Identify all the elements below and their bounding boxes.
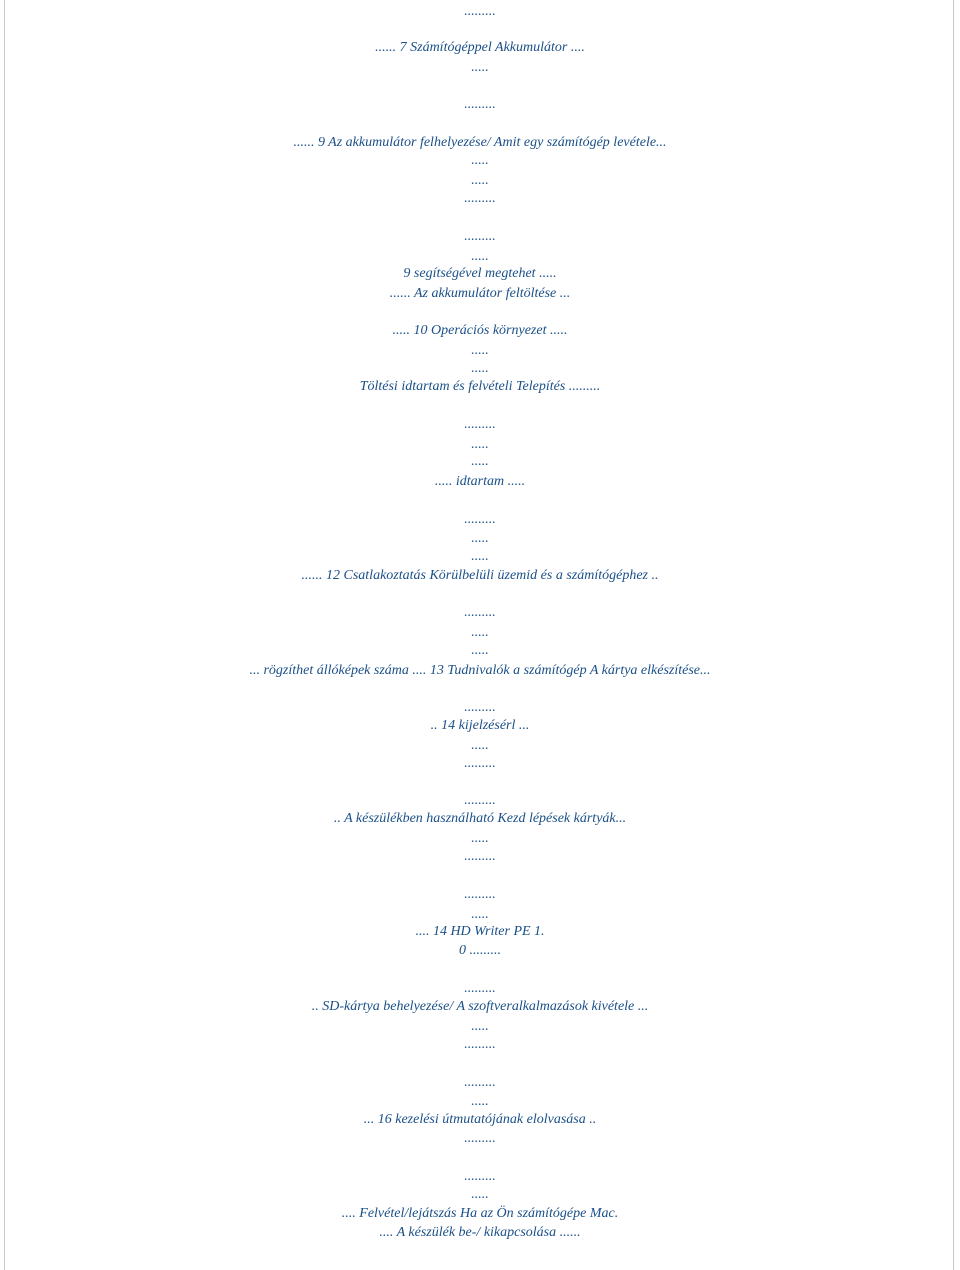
- toc-line: .....: [471, 643, 489, 658]
- toc-line: .....: [471, 738, 489, 753]
- toc-line: ..... 10 Operációs környezet .....: [392, 323, 568, 338]
- toc-line: .....: [471, 249, 489, 264]
- toc-line: .....: [471, 907, 489, 922]
- toc-line: Töltési idtartam és felvételi Telepítés .........: [359, 379, 601, 394]
- toc-line: .....: [471, 454, 489, 469]
- toc-line: .....: [471, 437, 489, 452]
- toc-line: .........: [464, 793, 496, 808]
- toc-line: .....: [471, 1187, 489, 1202]
- toc-line: .........: [464, 4, 496, 19]
- toc-line: .........: [464, 97, 496, 112]
- toc-line: .....: [471, 1094, 489, 1109]
- toc-line: .........: [464, 229, 496, 244]
- toc-line: .....: [471, 173, 489, 188]
- toc-line: .........: [464, 887, 496, 902]
- toc-line: .........: [464, 191, 496, 206]
- toc-line: .........: [464, 1169, 496, 1184]
- toc-line: .........: [464, 849, 496, 864]
- toc-line: .........: [464, 756, 496, 771]
- toc-line: .....: [471, 625, 489, 640]
- toc-line: ...... 12 Csatlakoztatás Körülbelüli üzemid és a számítógéphez ..: [301, 568, 659, 583]
- toc-line: .........: [464, 1131, 496, 1146]
- toc-line: .........: [464, 981, 496, 996]
- toc-line: .. SD-kártya behelyezése/ A szoftveralkalmazások kivétele ...: [311, 999, 649, 1014]
- toc-line: .........: [464, 512, 496, 527]
- toc-line: .....: [471, 1019, 489, 1034]
- toc-line: ...... 7 Számítógéppel Akkumulátor ....: [375, 40, 585, 55]
- toc-line: .........: [464, 417, 496, 432]
- toc-line: .....: [471, 549, 489, 564]
- toc-line: 0 .........: [459, 943, 501, 958]
- toc-line: .....: [471, 831, 489, 846]
- toc-line: .........: [464, 605, 496, 620]
- toc-line: 9 segítségével megtehet .....: [403, 266, 557, 281]
- toc-line: .....: [471, 343, 489, 358]
- toc-line: .........: [464, 1075, 496, 1090]
- toc-line: ... 16 kezelési útmutatójának elolvasása ..: [363, 1112, 597, 1127]
- toc-line: .........: [464, 700, 496, 715]
- toc-line: .. A készülékben használható Kezd lépések kártyák...: [333, 811, 627, 826]
- toc-line: .....: [471, 60, 489, 75]
- toc-line: .... A készülék be-/ kikapcsolása ......: [379, 1225, 581, 1240]
- toc-line: .... 14 HD Writer PE 1.: [415, 924, 545, 939]
- toc-line: .....: [471, 153, 489, 168]
- toc-line: .. 14 kijelzésérl ...: [430, 718, 530, 733]
- toc-line: ..... idtartam .....: [434, 474, 526, 489]
- toc-line: ...... Az akkumulátor feltöltése ...: [389, 286, 571, 301]
- toc-line: .....: [471, 361, 489, 376]
- toc-line: .........: [464, 1037, 496, 1052]
- toc-line: .....: [471, 531, 489, 546]
- toc-line: ... rögzíthet állóképek száma .... 13 Tudnivalók a számítógép A kártya elkészítése...: [249, 663, 711, 678]
- toc-line: .... Felvétel/lejátszás Ha az Ön számítógépe Mac.: [341, 1206, 619, 1221]
- toc-line: ...... 9 Az akkumulátor felhelyezése/ Amit egy számítógép levétele...: [293, 135, 667, 150]
